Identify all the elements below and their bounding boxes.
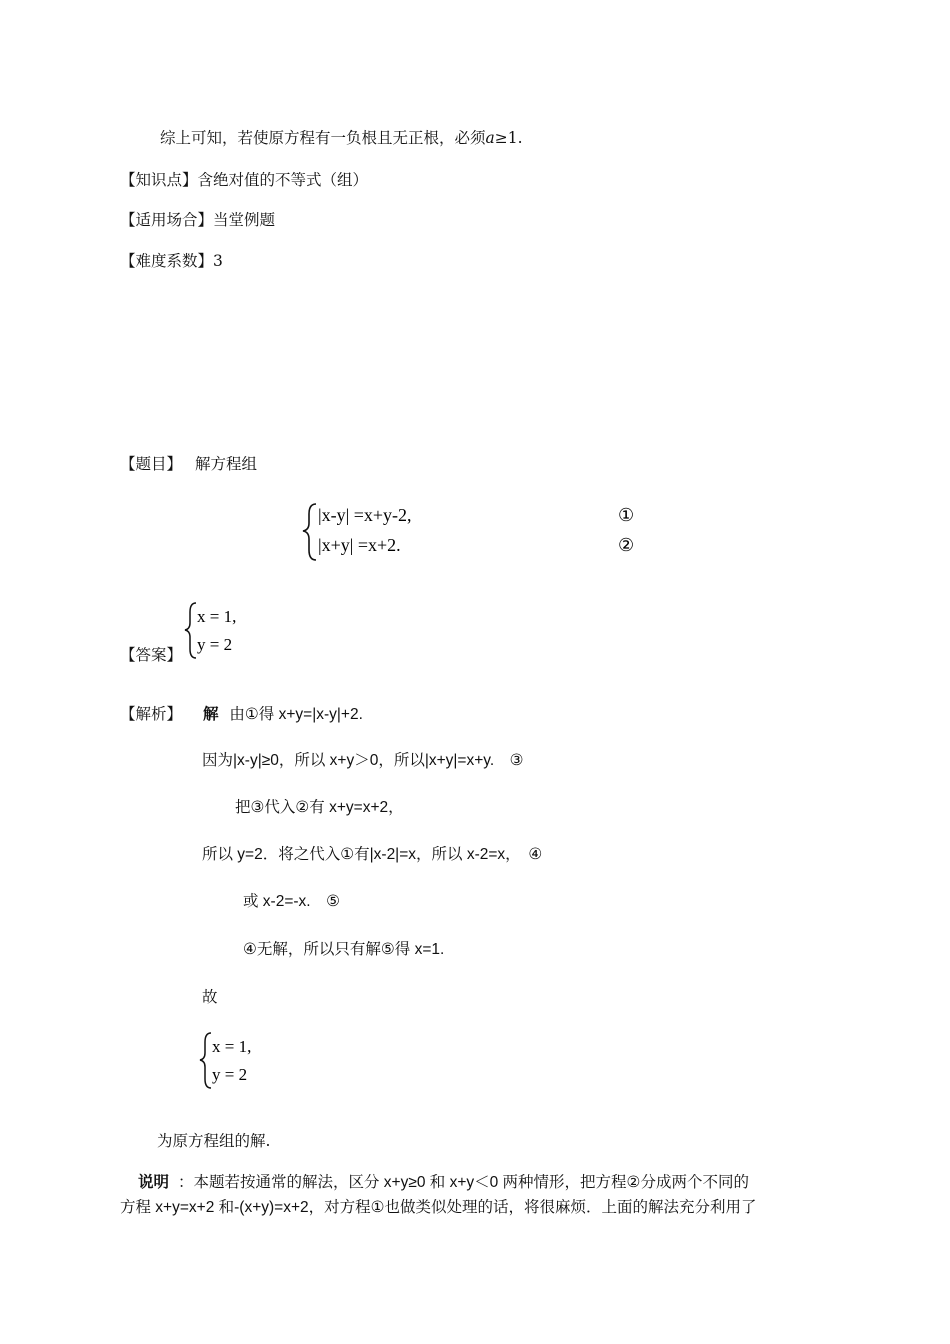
difficulty-line [120,251,223,271]
note-label: 说明 [138,1172,170,1191]
analysis-line-1: 由①得 x+y=|x-y|+2. [229,706,363,723]
question-text: 解方程组 [194,455,257,473]
knowledge-point-value: 含绝对值的不等式（组） [197,171,369,189]
equation-1-marker: ① [618,505,635,525]
knowledge-point-label: 【知识点】 [120,171,198,189]
note-text-1: 本题若按通常的解法，区分 x+y≥0 和 x+y＜0 两种情形，把方程②分成两个不同的 [193,1174,749,1191]
analysis-line-3: 把③代入②有 x+y=x+2， [235,799,404,816]
analysis-line-6: ④无解，所以只有解⑤得 x=1. [243,941,445,958]
question-line [120,454,257,474]
equation-2: |x+y| =x+2. [318,535,401,555]
analysis-first-line [120,704,363,725]
scenario-line [120,210,275,230]
analysis-label: 【解析】 [120,705,183,723]
equation-1: |x-y| =x+y-2, [318,505,412,525]
solution-brace [200,1033,211,1088]
answer-x: x = 1, [197,607,237,626]
analysis-line-8: 为原方程组的解. [157,1132,271,1150]
note-line-1 [138,1172,749,1193]
conclusion-text: 综上可知，若使原方程有一负根且无正根，必须 [160,129,486,147]
answer-y: y = 2 [197,635,233,654]
analysis-line-2: 因为|x-y|≥0，所以 x+y＞0，所以|x+y|=x+y. ③ [202,752,524,769]
knowledge-point-line [120,170,368,190]
equation-system [300,498,650,564]
equation-brace [303,504,316,560]
scenario-value: 当堂例题 [213,211,276,229]
analysis-line-4: 所以 y=2．将之代入①有|x-2|=x，所以 x-2=x， ④ [202,846,543,863]
difficulty-label: 【难度系数】 [120,252,214,270]
answer-label: 【答案】 [120,646,183,664]
conclusion-inequality: ≥1. [494,129,523,147]
note-line-2: 方程 x+y=x+2 和-(x+y)=x+2，对方程①也做类似处理的话，将很麻烦．上面的解法充分利用了 [120,1199,757,1216]
scenario-label: 【适用场合】 [120,211,214,229]
note-colon: ： [177,1173,194,1191]
solution-y: y = 2 [212,1065,248,1084]
answer-brace [185,603,196,658]
solve-word: 解 [202,704,219,723]
conclusion-variable: a [485,129,495,147]
solution-x: x = 1, [212,1037,252,1056]
analysis-line-5: 或 x-2=-x. ⑤ [243,893,341,910]
solution-system [198,1030,278,1092]
conclusion-line [160,128,523,148]
equation-2-marker: ② [618,535,635,555]
difficulty-value: 3 [213,252,223,270]
question-label: 【题目】 [120,455,183,473]
answer-system [183,600,263,662]
analysis-line-7: 故 [202,988,218,1006]
